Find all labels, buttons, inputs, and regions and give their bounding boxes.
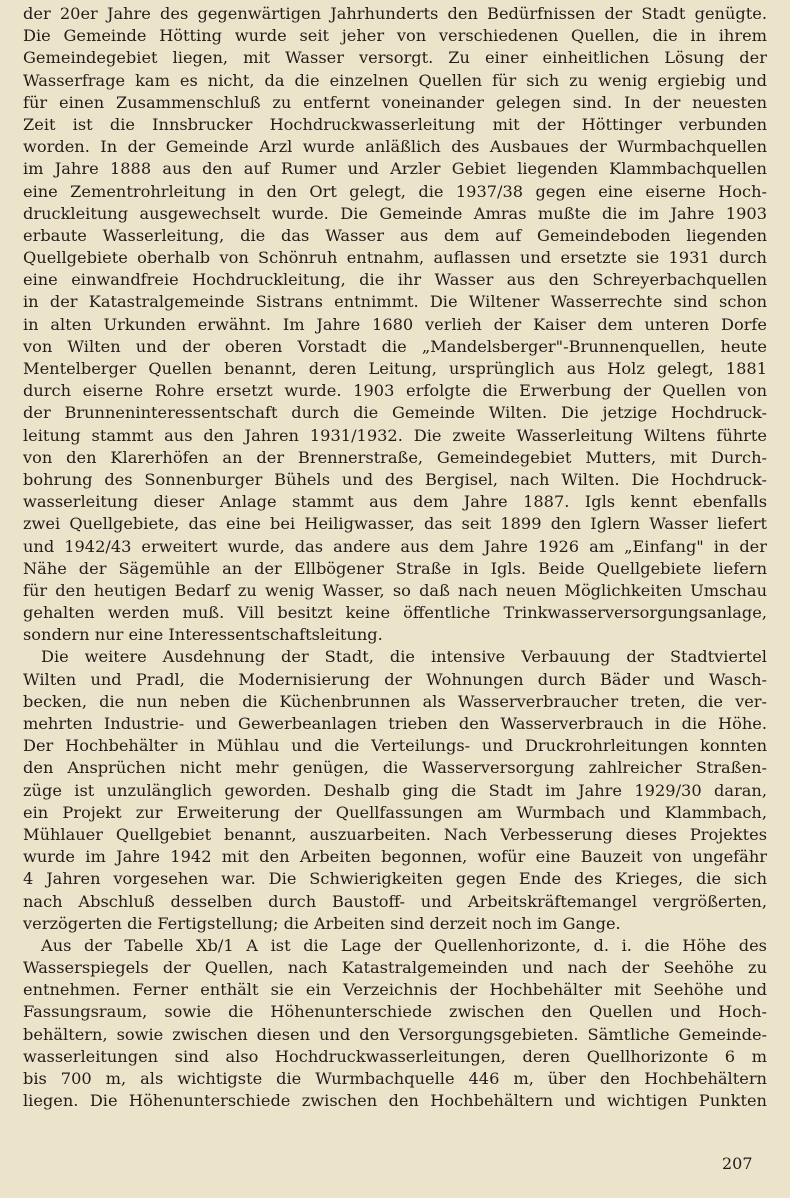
text-line: druckleitung ausgewechselt wurde. Die Gemeinde Amras mußte die im Jahre 1903	[23, 203, 767, 223]
text-line: wurde im Jahre 1942 mit den Arbeiten begonnen, wofür eine Bauzeit von ungefähr	[23, 847, 767, 867]
text-line: Wasserspiegels der Quellen, nach Katastralgemeinden und nach der Seehöhe zu	[23, 958, 767, 978]
text-line: eine einwandfreie Hochdruckleitung, die ihr Wasser aus den Schreyerbachquellen	[23, 270, 767, 290]
text-line: entnehmen. Ferner enthält sie ein Verzeichnis der Hochbehälter mit Seehöhe und	[23, 980, 767, 1000]
text-line: gehalten werden muß. Vill besitzt keine öffentliche Trinkwasserversorgungsanlage,	[23, 603, 767, 623]
text-line: in der Katastralgemeinde Sistrans entnimmt. Die Wiltener Wasserrechte sind schon	[23, 292, 767, 312]
text-line: sondern nur eine Interessentschaftsleitung.	[23, 625, 383, 645]
text-line: leitung stammt aus den Jahren 1931/1932. Die zweite Wasserleitung Wiltens führte	[23, 425, 767, 445]
text-line: Die Gemeinde Hötting wurde seit jeher von verschiedenen Quellen, die in ihrem	[23, 26, 767, 46]
text-line: erbaute Wasserleitung, die das Wasser aus dem auf Gemeindeboden liegenden	[23, 225, 767, 245]
text-line: Wilten und Pradl, die Modernisierung der Wohnungen durch Bäder und Wasch-	[23, 669, 767, 689]
text-line: ein Projekt zur Erweiterung der Quellfassungen am Wurmbach und Klammbach,	[23, 802, 767, 822]
text-line: Gemeindegebiet liegen, mit Wasser versorgt. Zu einer einheitlichen Lösung der	[23, 48, 767, 68]
text-line: von Wilten und der oberen Vorstadt die „Mandelsberger"-Brunnenquellen, heute	[23, 336, 767, 356]
text-line: der Brunneninteressentschaft durch die Gemeinde Wilten. Die jetzige Hochdruck-	[23, 403, 767, 423]
text-line: mehrten Industrie- und Gewerbeanlagen trieben den Wasserverbrauch in die Höhe.	[23, 714, 767, 733]
text-line: eine Zementrohrleitung in den Ort gelegt, die 1937/38 gegen eine eiserne Hoch-	[23, 181, 767, 201]
text-line: Nähe der Sägemühle an der Ellbögener Straße in Igls. Beide Quellgebiete liefern	[23, 558, 767, 578]
text-line: verzögerten die Fertigstellung; die Arbeiten sind derzeit noch im Gange.	[23, 913, 621, 933]
text-line: im Jahre 1888 aus den auf Rumer und Arzler Gebiet liegenden Klammbachquellen	[23, 159, 767, 179]
text-line: Zeit ist die Innsbrucker Hochdruckwasserleitung mit der Höttinger verbunden	[23, 114, 767, 134]
text-line: bis 700 m, als wichtigste die Wurmbachquelle 446 m, über den Hochbehältern	[23, 1069, 767, 1088]
text-line: wasserleitung dieser Anlage stammt aus dem Jahre 1887. Igls kennt ebenfalls	[23, 492, 767, 512]
text-line: von den Klarerhöfen an der Brennerstraße, Gemeindegebiet Mutters, mit Durch-	[23, 447, 767, 467]
text-line: zwei Quellgebiete, das eine bei Heiligwasser, das seit 1899 den Iglern Wasser liefert	[23, 514, 767, 534]
text-line: Aus der Tabelle Xb/1 A ist die Lage der Quellenhorizonte, d. i. die Höhe des	[41, 935, 767, 955]
text-line: Mentelberger Quellen benannt, deren Leitung, ursprünglich aus Holz gelegt, 1881	[23, 359, 767, 378]
text-line: becken, die nun neben die Küchenbrunnen als Wasserverbraucher treten, die ver-	[23, 691, 767, 711]
text-line: bohrung des Sonnenburger Bühels und des Bergisel, nach Wilten. Die Hochdruck-	[23, 469, 767, 489]
text-line: den Ansprüchen nicht mehr genügen, die Wasserversorgung zahlreicher Straßen-	[23, 758, 767, 778]
text-line: Wasserfrage kam es nicht, da die einzelnen Quellen für sich zu wenig ergiebig und	[23, 70, 767, 90]
text-line: züge ist unzulänglich geworden. Deshalb ging die Stadt im Jahre 1929/30 daran,	[23, 780, 767, 800]
body-text	[23, 3, 767, 1112]
paragraph-2	[23, 646, 767, 934]
text-line: 4 Jahren vorgesehen war. Die Schwierigkeiten gegen Ende des Krieges, die sich	[23, 869, 767, 889]
text-line: worden. In der Gemeinde Arzl wurde anläßlich des Ausbaues der Wurmbachquellen	[23, 137, 767, 157]
paragraph-1	[23, 3, 767, 646]
text-line: wasserleitungen sind also Hochdruckwasserleitungen, deren Quellhorizonte 6 m	[23, 1046, 767, 1066]
paragraph-3	[23, 935, 767, 1113]
text-line: der 20er Jahre des gegenwärtigen Jahrhunderts den Bedürfnissen der Stadt genügte.	[23, 4, 767, 23]
page-number: 207	[722, 1154, 753, 1173]
text-line: für den heutigen Bedarf zu wenig Wasser, so daß nach neuen Möglichkeiten Umschau	[23, 580, 767, 600]
text-line: behältern, sowie zwischen diesen und den Versorgungsgebieten. Sämtliche Gemeinde-	[23, 1024, 767, 1044]
text-line: und 1942/43 erweitert wurde, das andere aus dem Jahre 1926 am „Einfang" in der	[23, 536, 767, 556]
text-line: in alten Urkunden erwähnt. Im Jahre 1680 verlieh der Kaiser dem unteren Dorfe	[23, 314, 767, 334]
text-line: Die weitere Ausdehnung der Stadt, die intensive Verbauung der Stadtviertel	[41, 647, 767, 667]
text-line: Der Hochbehälter in Mühlau und die Verteilungs- und Druckrohrleitungen konnten	[23, 736, 767, 756]
text-line: durch eiserne Rohre ersetzt wurde. 1903 erfolgte die Erwerbung der Quellen von	[23, 381, 767, 401]
text-line: für einen Zusammenschluß zu entfernt voneinander gelegen sind. In der neuesten	[23, 92, 767, 112]
text-line: Mühlauer Quellgebiet benannt, auszuarbeiten. Nach Verbesserung dieses Projektes	[23, 824, 767, 844]
text-line: Fassungsraum, sowie die Höhenunterschiede zwischen den Quellen und Hoch-	[23, 1002, 767, 1022]
text-line: liegen. Die Höhenunterschiede zwischen den Hochbehältern und wichtigen Punkten	[23, 1091, 767, 1111]
text-line: Quellgebiete oberhalb von Schönruh entnahm, auflassen und ersetzte sie 1931 durch	[23, 248, 767, 268]
text-line: nach Abschluß desselben durch Baustoff- und Arbeitskräftemangel vergrößerten,	[23, 891, 767, 911]
